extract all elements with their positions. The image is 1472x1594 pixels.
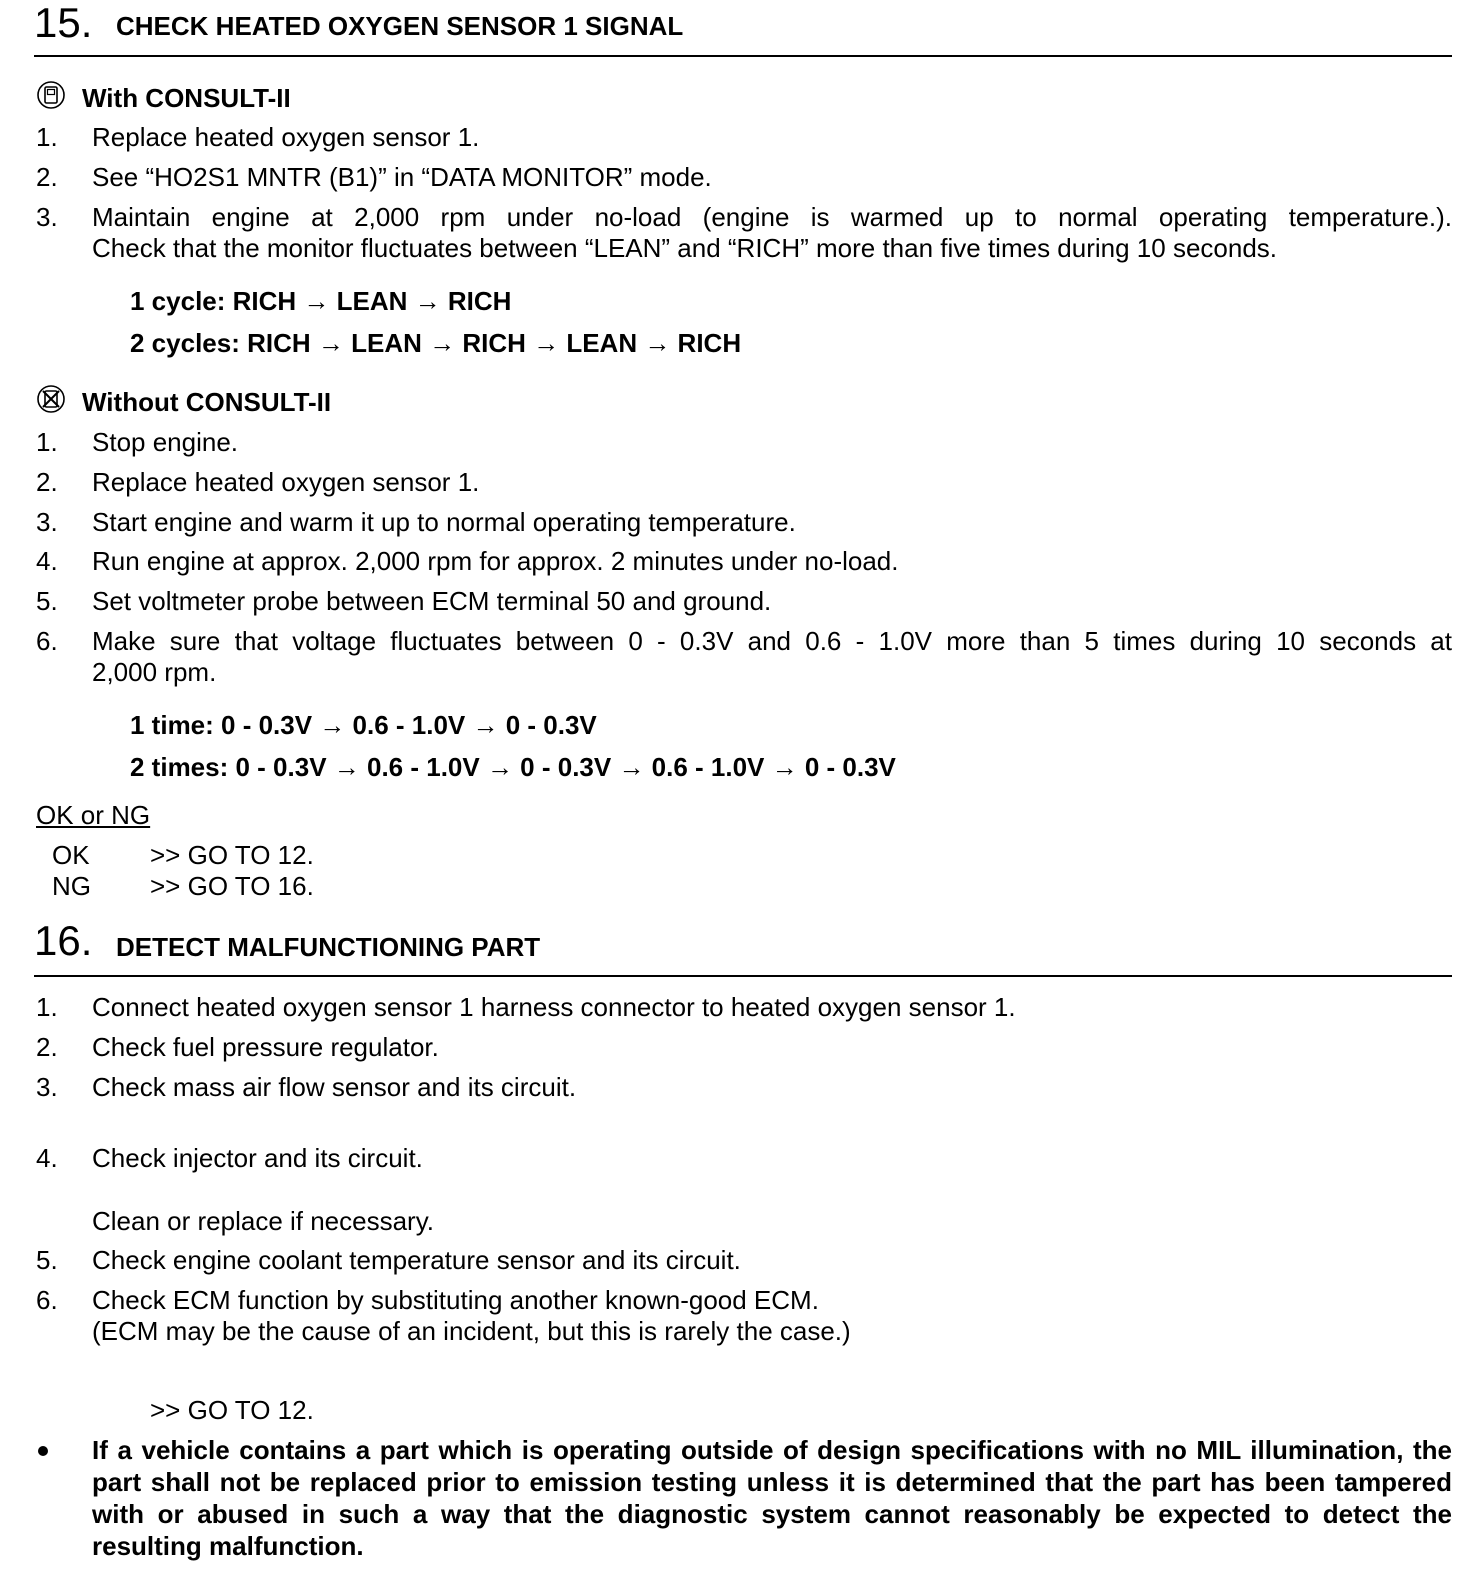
s16-step-4-note: Clean or replace if necessary. (92, 1206, 435, 1236)
s16-step-5-number: 5. (36, 1245, 58, 1275)
step-15-number: 15. (34, 0, 93, 46)
with-step-1-text: Replace heated oxygen sensor 1. (92, 122, 480, 152)
without-consult-heading: Without CONSULT-II (82, 387, 332, 417)
without-step-4-text: Run engine at approx. 2,000 rpm for approx. 2 minutes under no-load. (92, 546, 899, 576)
s16-goto: >> GO TO 12. (150, 1395, 314, 1425)
ng-result: NG (52, 871, 91, 901)
note-bullet (38, 1446, 48, 1456)
with-step-3-text-line2: Check that the monitor fluctuates between “LEAN” and “RICH” more than five times during 10 seconds. (92, 233, 1278, 263)
consult-monitor-icon (36, 80, 66, 110)
with-step-2-number: 2. (36, 162, 58, 192)
step-16-title: DETECT MALFUNCTIONING PART (116, 932, 541, 962)
s16-step-2-text: Check fuel pressure regulator. (92, 1032, 439, 1062)
s16-step-1-text: Connect heated oxygen sensor 1 harness connector to heated oxygen sensor 1. (92, 992, 1016, 1022)
s16-step-1-number: 1. (36, 992, 58, 1022)
voltage-2-times-spec: 2 times: 0 - 0.3V → 0.6 - 1.0V → 0 - 0.3V → 0.6 - 1.0V → 0 - 0.3V (130, 752, 896, 782)
s16-step-4-number: 4. (36, 1143, 58, 1173)
with-step-2-text: See “HO2S1 MNTR (B1)” in “DATA MONITOR” mode. (92, 162, 712, 192)
voltage-1-time-spec: 1 time: 0 - 0.3V → 0.6 - 1.0V → 0 - 0.3V (130, 710, 597, 740)
without-step-6-text-line2: 2,000 rpm. (92, 657, 217, 687)
s16-step-3-number: 3. (36, 1072, 58, 1102)
without-step-3-number: 3. (36, 507, 58, 537)
ng-action: >> GO TO 16. (150, 871, 314, 901)
s16-step-6-text-line2: (ECM may be the cause of an incident, but this is rarely the case.) (92, 1316, 851, 1346)
without-step-1-number: 1. (36, 427, 58, 457)
s16-step-3-text: Check mass air flow sensor and its circuit. (92, 1072, 577, 1102)
step-16-number: 16. (34, 917, 93, 964)
no-consult-icon (36, 384, 66, 414)
without-step-1-text: Stop engine. (92, 427, 239, 457)
ok-result: OK (52, 840, 90, 870)
ok-action: >> GO TO 12. (150, 840, 314, 870)
with-step-3-text: Maintain engine at 2,000 rpm under no-load (engine is warmed up to normal operating temperature.). (92, 202, 1452, 232)
with-step-3-number: 3. (36, 202, 58, 232)
s16-step-5-text: Check engine coolant temperature sensor and its circuit. (92, 1245, 741, 1275)
cycle-2-spec: 2 cycles: RICH → LEAN → RICH → LEAN → RICH (130, 328, 742, 358)
s16-step-4-text: Check injector and its circuit. (92, 1143, 423, 1173)
with-step-1-number: 1. (36, 122, 58, 152)
step-15-title: CHECK HEATED OXYGEN SENSOR 1 SIGNAL (116, 11, 684, 41)
without-step-5-text: Set voltmeter probe between ECM terminal 50 and ground. (92, 586, 772, 616)
s16-step-6-text: Check ECM function by substituting another known-good ECM. (92, 1285, 819, 1315)
s16-step-6-number: 6. (36, 1285, 58, 1315)
without-step-4-number: 4. (36, 546, 58, 576)
step-15-rule (34, 55, 1452, 57)
without-step-5-number: 5. (36, 586, 58, 616)
with-consult-heading: With CONSULT-II (82, 83, 291, 113)
emission-note: If a vehicle contains a part which is operating outside of design specifications with no MIL illumination, the part shall not be replaced prior to emission testing unless it is determined that the part has been tampered with or abused in such a way that the diagnostic system cannot reasonably be expected to detect the resulting malfunction. (92, 1435, 1452, 1561)
step-16-rule (34, 975, 1452, 977)
ok-ng-label: OK or NG (36, 800, 151, 830)
without-step-2-text: Replace heated oxygen sensor 1. (92, 467, 480, 497)
s16-step-2-number: 2. (36, 1032, 58, 1062)
cycle-1-spec: 1 cycle: RICH → LEAN → RICH (130, 286, 512, 316)
without-step-2-number: 2. (36, 467, 58, 497)
without-step-3-text: Start engine and warm it up to normal operating temperature. (92, 507, 796, 537)
without-step-6-text: Make sure that voltage fluctuates between 0 - 0.3V and 0.6 - 1.0V more than 5 times during 10 seconds at (92, 626, 1452, 656)
without-step-6-number: 6. (36, 626, 58, 656)
